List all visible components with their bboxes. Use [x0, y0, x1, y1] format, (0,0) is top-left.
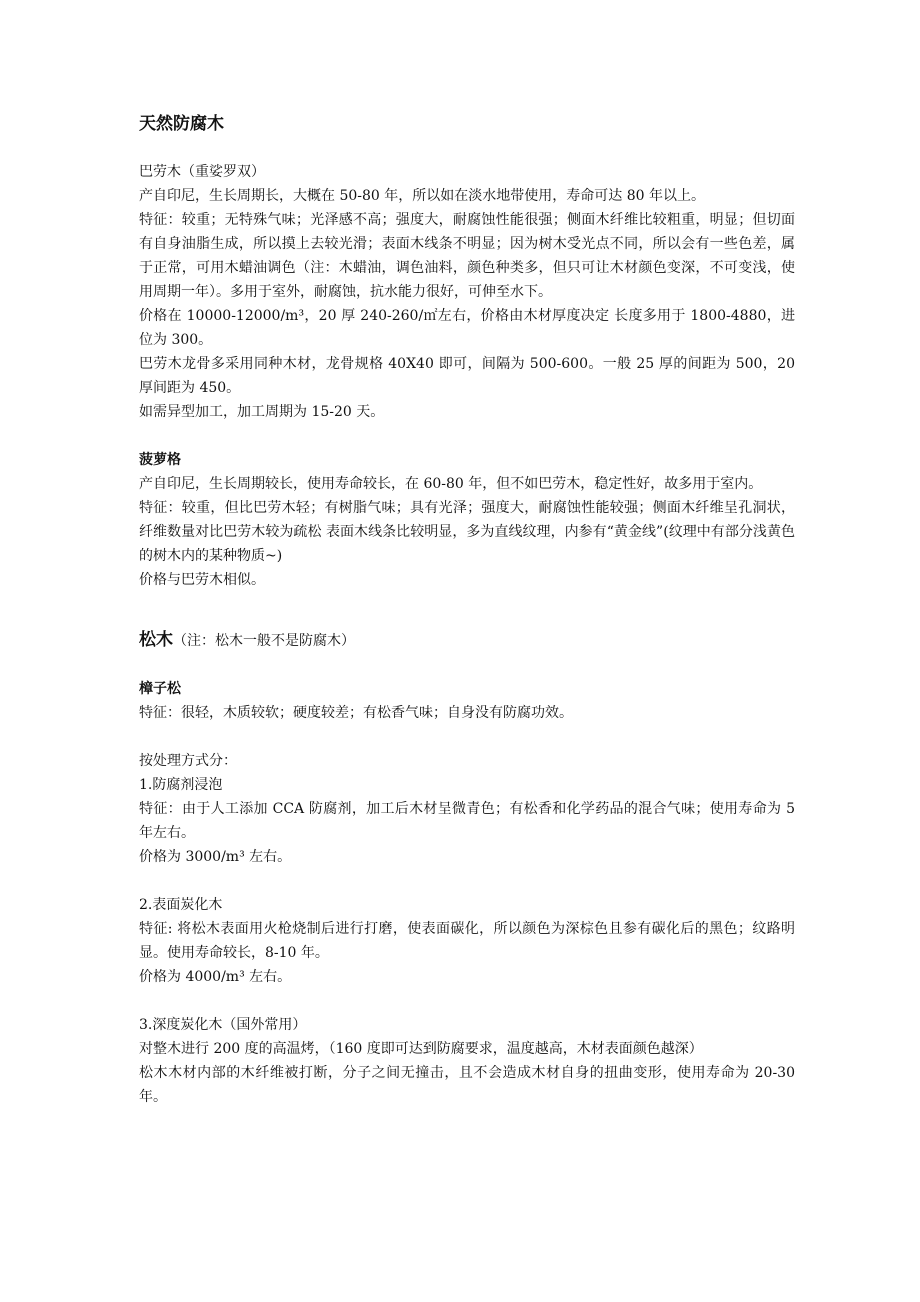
wood-name-merbau: 菠萝格 — [139, 452, 181, 468]
treatment-intro: 按处理方式分： — [139, 753, 237, 769]
treatment-3-result: 松木木材内部的木纤维被打断，分子之间无撞击，且不会造成木材自身的扭曲变形，使用寿命为 20-30 年。 — [139, 1065, 795, 1105]
pine-title: 松木 — [139, 630, 173, 650]
pine-title-note: （注：松木一般不是防腐木） — [173, 633, 355, 649]
balau-origin-paragraph: 产自印尼，生长周期长，大概在 50-80 年，所以如在淡水地带使用，寿命可达 80 年以上。 — [139, 188, 705, 204]
treatment-3-process: 对整木进行 200 度的高温烤，（160 度即可达到防腐要求，温度越高，木材表面颜色越深） — [139, 1041, 703, 1057]
treatment-1-price: 价格为 3000/m³ 左右。 — [139, 849, 292, 865]
section-title-pine — [139, 628, 795, 653]
merbau-feature-paragraph: 特征：较重，但比巴劳木轻；有树脂气味；具有光泽；强度大，耐腐蚀性能较强；侧面木纤维呈孔洞状，纤维数量对比巴劳木较为疏松 表面木线条比较明显，多为直线纹理，内参有“黄金线”(纹理中有部分浅黄色的树木内的某种物质~) — [139, 500, 795, 564]
balau-price-paragraph: 价格在 10000-12000/m³，20 厚 240-260/㎡左右，价格由木材厚度决定 长度多用于 1800-4880，进位为 300。 — [139, 308, 795, 348]
balau-processing-paragraph: 如需异型加工，加工周期为 15-20 天。 — [139, 404, 385, 420]
treatment-title-2: 2.表面炭化木 — [139, 897, 223, 913]
section-title-natural-preserved-wood: 天然防腐木 — [139, 114, 224, 134]
balau-feature-paragraph: 特征：较重；无特殊气味；光泽感不高；强度大，耐腐蚀性能很强；侧面木纤维比较粗重，明显；但切面有自身油脂生成，所以摸上去较光滑；表面木线条不明显；因为树木受光点不同，所以会有一些色差，属于正常，可用木蜡油调色（注：木蜡油，调色油料，颜色种类多，但只可让木材颜色变深，不可变浅，使用周期一年）。多用于室外，耐腐蚀，抗水能力很好，可伸至水下。 — [139, 212, 795, 300]
merbau-price-paragraph: 价格与巴劳木相似。 — [139, 572, 265, 588]
treatment-title-3: 3.深度炭化木（国外常用） — [139, 1017, 307, 1033]
treatment-2-price: 价格为 4000/m³ 左右。 — [139, 969, 292, 985]
merbau-origin-paragraph: 产自印尼，生长周期较长，使用寿命较长，在 60-80 年，但不如巴劳木，稳定性好，故多用于室内。 — [139, 476, 763, 492]
treatment-2-feature: 特征: 将松木表面用火枪烧制后进行打磨，使表面碳化，所以颜色为深棕色且参有碳化后的黑色；纹路明显。使用寿命较长，8-10 年。 — [139, 921, 795, 961]
treatment-1-feature: 特征：由于人工添加 CCA 防腐剂，加工后木材呈微青色；有松香和化学药品的混合气味；使用寿命为 5 年左右。 — [139, 801, 795, 841]
balau-joist-paragraph: 巴劳木龙骨多采用同种木材，龙骨规格 40X40 即可，间隔为 500-600。一般 25 厚的间距为 500，20 厚间距为 450。 — [139, 356, 795, 396]
wood-name-balau: 巴劳木（重娑罗双） — [139, 164, 265, 180]
document-page — [139, 112, 795, 1109]
scots-pine-feature-paragraph: 特征：很轻，木质较软；硬度较差；有松香气味；自身没有防腐功效。 — [139, 705, 573, 721]
wood-name-scots-pine: 樟子松 — [139, 681, 181, 697]
treatment-title-1: 1.防腐剂浸泡 — [139, 777, 223, 793]
